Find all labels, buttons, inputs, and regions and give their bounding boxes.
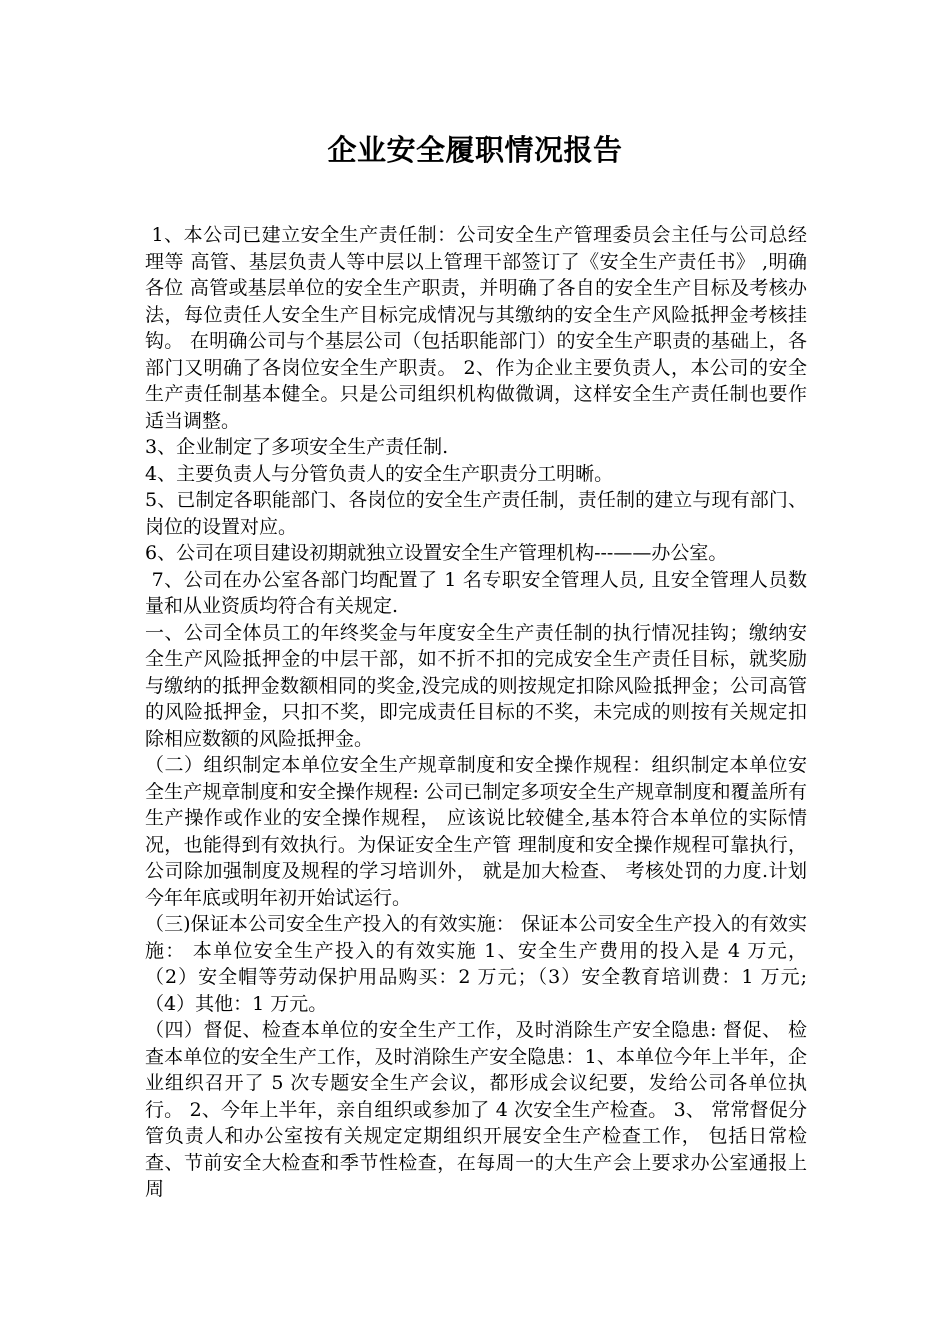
paragraph-5: 6、公司在项目建设初期就独立设置安全生产管理机构---——办公室。 [145, 542, 728, 564]
document-title: 企业安全履职情况报告 [327, 133, 623, 167]
paragraph-8: （二）组织制定本单位安全生产规章制度和安全操作规程：组织制定本单位安全生产规章制度和安全操作规程: 公司已制定多项安全生产规章制度和覆盖所有生产操作或作业的安全操作规程， 应该说比较健全,基本符合本单位的实际情况，也能得到有效执行。为保证安全生产管 理制度和安全操作规程可靠执行， 公司除加强制度及规程的学习培训外， 就是加大检查、 考核处罚的力度.计划今年年底或明年初开始试运行。 [145, 754, 814, 909]
paragraph-2: 3、企业制定了多项安全生产责任制. [145, 436, 449, 458]
paragraph-4: 5、已制定各职能部门、各岗位的安全生产责任制，责任制的建立与现有部门、岗位的设置对应。 [145, 489, 807, 538]
paragraph-7: 一、公司全体员工的年终奖金与年度安全生产责任制的执行情况挂钩；缴纳安全生产风险抵押金的中层干部，如不折不扣的完成安全生产责任目标，就奖励与缴纳的抵押金数额相同的奖金,没完成的则按规定扣除风险抵押金；公司高管的风险抵押金，只扣不奖，即完成责任目标的不奖，未完成的则按有关规定扣除相应数额的风险抵押金。 [145, 621, 807, 750]
document-body [145, 222, 820, 1203]
paragraph-3: 4、主要负责人与分管负责人的安全生产职责分工明晰。 [145, 462, 614, 485]
paragraph-1: 1、本公司已建立安全生产责任制：公司安全生产管理委员会主任与公司总经理等 高管、基层负责人等中层以上管理干部签订了《安全生产责任书》 ,明确各位 高管或基层单位的安全生产职责，并明确了各自的安全生产目标及考核办法，每位责任人安全生产目标完成情况与其缴纳的安全生产风险抵押金考核挂钩。 在明确公司与个基层公司（包括职能部门）的安全生产职责的基础上，各部门又明确了各岗位安全生产职责。 2、作为企业主要负责人，本公司的安全生产责任制基本健全。只是公司组织机构做微调，这样安全生产责任制也要作适当调整。 [145, 224, 808, 432]
paragraph-10: （四）督促、检查本单位的安全生产工作，及时消除生产安全隐患: 督促、 检查本单位的安全生产工作，及时消除生产安全隐患：1、本单位今年上半年，企业组织召开了 5 次专题安全生产会议，都形成会议纪要，发给公司各单位执行。 2、今年上半年，亲自组织或参加了 4 次安全生产检查。 3、 常常督促分管负责人和办公室按有关规定定期组织开展安全生产检查工作， 包括日常检查、节前安全大检查和季节性检查，在每周一的大生产会上要求办公室通报上周 [145, 1019, 807, 1200]
paragraph-9: （三)保证本公司安全生产投入的有效实施： 保证本公司安全生产投入的有效实施： 本单位安全生产投入的有效实施 1、安全生产费用的投入是 4 万元， （2）安全帽等劳动保护用品购买：2 万元；（3）安全教育培训费：1 万元;（4）其他：1 万元。 [145, 913, 820, 1015]
paragraph-6: 7、公司在办公室各部门均配置了 1 名专职安全管理人员, 且安全管理人员数量和从业资质均符合有关规定. [145, 568, 807, 617]
